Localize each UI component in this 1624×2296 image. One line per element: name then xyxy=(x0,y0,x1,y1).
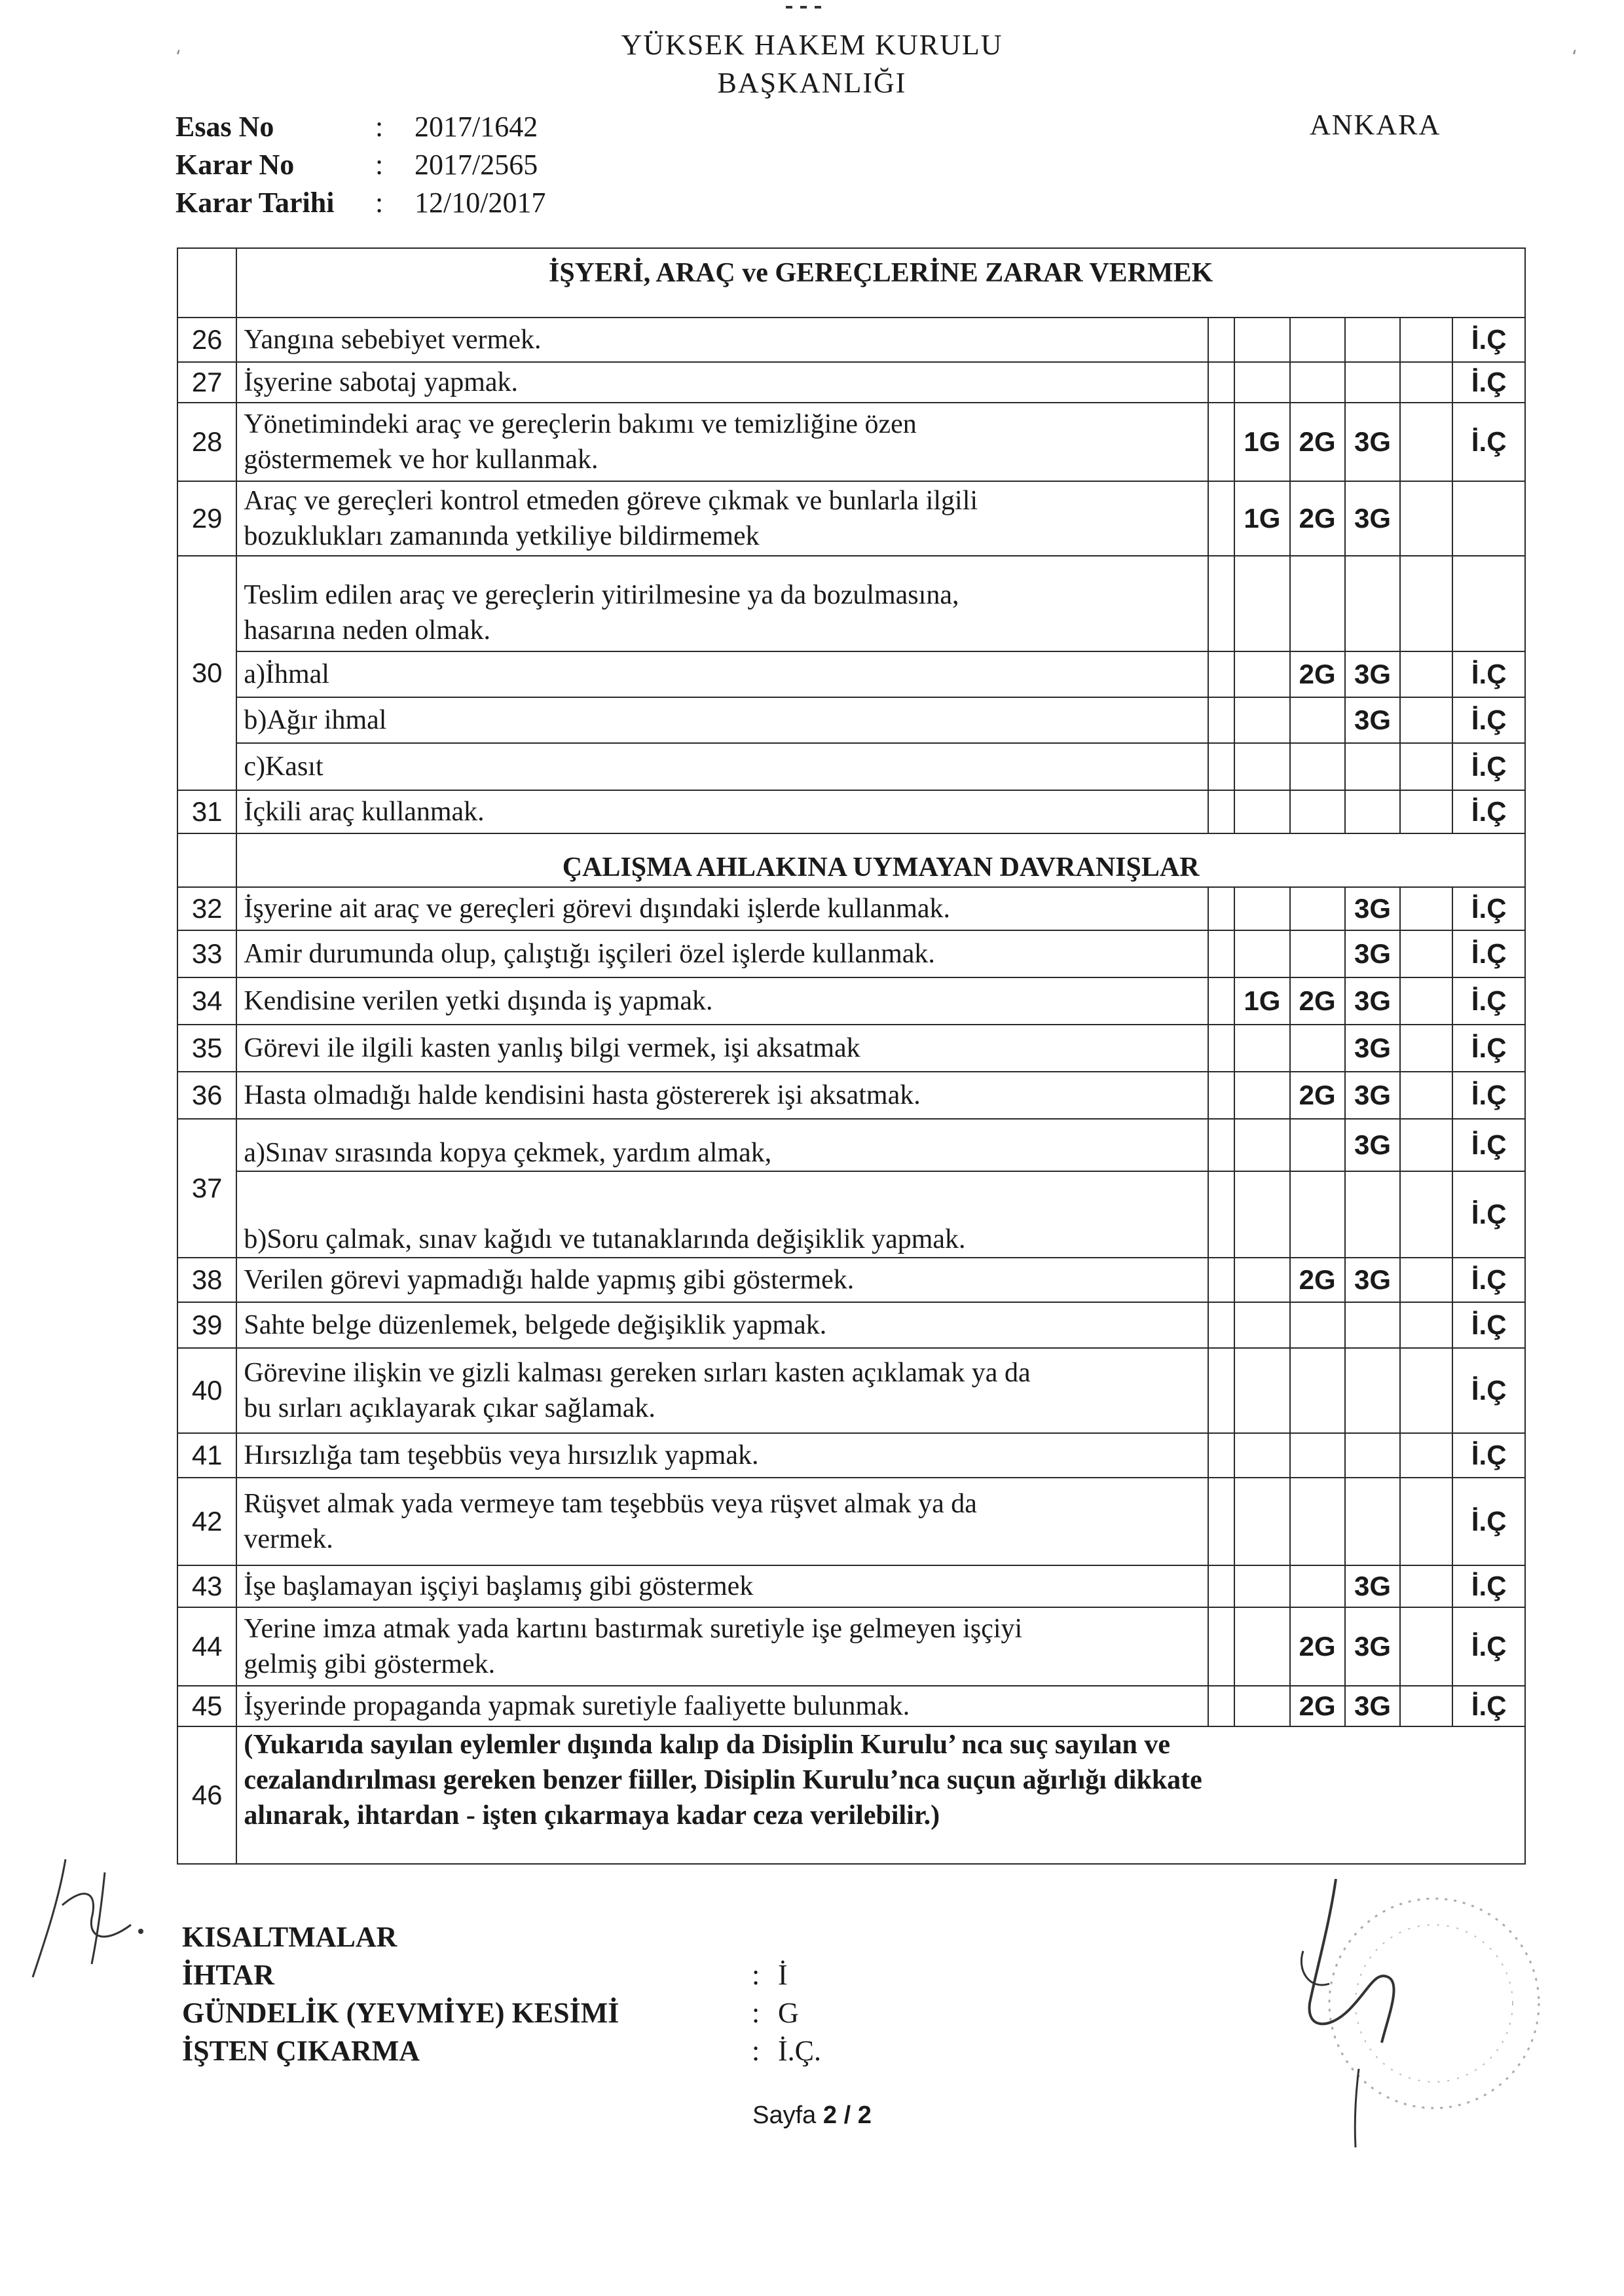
row-text: vermek. xyxy=(244,1524,333,1554)
table-row xyxy=(177,1433,1525,1478)
section-title: ÇALIŞMA AHLAKINA UYMAYAN DAVRANIŞLAR xyxy=(236,833,1525,887)
table-row xyxy=(177,790,1525,833)
penalty-ic: İ.Ç xyxy=(1452,362,1525,403)
row-text: Sahte belge düzenlemek, belgede değişiklik yapmak. xyxy=(236,1302,1208,1348)
meta-label: Karar No xyxy=(175,149,295,181)
abbr-value: İ xyxy=(778,1959,788,1991)
header-line-2: BAŞKANLIĞI xyxy=(717,67,907,99)
row-text: Rüşvet almak yada vermeye tam teşebbüs veya rüşvet almak ya da xyxy=(244,1489,977,1519)
table-row xyxy=(177,930,1525,977)
row-text: Araç ve gereçleri kontrol etmeden göreve çıkmak ve bunlarla ilgili xyxy=(244,486,978,516)
penalty-2g: 2G xyxy=(1290,1686,1345,1726)
table-row xyxy=(177,1726,1525,1864)
row-text: Amir durumunda olup, çalıştığı işçileri özel işlerde kullanmak. xyxy=(236,930,1208,977)
row-text: İşyerine ait araç ve gereçleri görevi dışındaki işlerde kullanmak. xyxy=(236,887,1208,930)
row-number: 41 xyxy=(177,1433,236,1478)
penalty-2g: 2G xyxy=(1290,1072,1345,1119)
row-text: gelmiş gibi göstermek. xyxy=(244,1649,496,1679)
penalty-2g: 2G xyxy=(1290,481,1345,556)
row-number: 44 xyxy=(177,1607,236,1686)
signature-and-stamp xyxy=(1277,1872,1552,2160)
row-number: 34 xyxy=(177,977,236,1025)
table-row xyxy=(177,1302,1525,1348)
penalty-1g: 1G xyxy=(1234,481,1289,556)
table-row xyxy=(177,318,1525,362)
penalty-ic: İ.Ç xyxy=(1452,1348,1525,1433)
row-number: 46 xyxy=(177,1726,236,1864)
penalty-3g: 3G xyxy=(1345,403,1400,481)
row-number: 33 xyxy=(177,930,236,977)
row-number: 35 xyxy=(177,1025,236,1072)
table-row xyxy=(177,1686,1525,1726)
row-number: 29 xyxy=(177,481,236,556)
page-total: 2 xyxy=(857,2102,872,2129)
table-row xyxy=(177,556,1525,651)
table-row xyxy=(177,403,1525,481)
row-text: İşe başlamayan işçiyi başlamış gibi göstermek xyxy=(236,1565,1208,1607)
page-number: Sayfa 2 / 2 xyxy=(752,2102,872,2129)
table-row xyxy=(177,1025,1525,1072)
row-text: a)İhmal xyxy=(236,651,1208,697)
penalty-3g: 3G xyxy=(1345,1119,1400,1171)
row-text: Kendisine verilen yetki dışında iş yapmak. xyxy=(236,977,1208,1025)
city-label: ANKARA xyxy=(1310,109,1441,141)
meta-label: Esas No xyxy=(175,111,274,143)
table-row xyxy=(177,651,1525,697)
table-row xyxy=(177,1171,1525,1258)
penalty-ic: İ.Ç xyxy=(1452,977,1525,1025)
penalty-ic: İ.Ç xyxy=(1452,651,1525,697)
scan-mark: ‘ xyxy=(175,46,181,67)
row-text: İçkili araç kullanmak. xyxy=(236,790,1208,833)
table-row xyxy=(177,1607,1525,1686)
handwritten-initials xyxy=(26,1846,151,1984)
table-row xyxy=(177,887,1525,930)
table-row xyxy=(177,481,1525,556)
row-text: Hasta olmadığı halde kendisini hasta göstererek işi aksatmak. xyxy=(236,1072,1208,1119)
row-text: Yangına sebebiyet vermek. xyxy=(236,318,1208,362)
penalty-ic: İ.Ç xyxy=(1452,743,1525,790)
table-row xyxy=(177,1072,1525,1119)
table-row xyxy=(177,977,1525,1025)
penalty-2g: 2G xyxy=(1290,1607,1345,1686)
abbr-label: GÜNDELİK (YEVMİYE) KESİMİ xyxy=(182,1997,619,2029)
scan-mark: ‘ xyxy=(1572,46,1578,67)
penalty-ic: İ.Ç xyxy=(1452,1478,1525,1565)
row-number: 32 xyxy=(177,887,236,930)
abbr-label: İŞTEN ÇIKARMA xyxy=(182,2035,420,2067)
penalty-ic: İ.Ç xyxy=(1452,930,1525,977)
meta-value: 2017/1642 xyxy=(415,111,538,143)
row-number: 43 xyxy=(177,1565,236,1607)
penalty-ic: İ.Ç xyxy=(1452,1686,1525,1726)
penalty-ic: İ.Ç xyxy=(1452,1119,1525,1171)
row-number: 30 xyxy=(177,556,236,790)
penalty-ic: İ.Ç xyxy=(1452,1565,1525,1607)
row-text: (Yukarıda sayılan eylemler dışında kalıp da Disiplin Kurulu’ nca suç sayılan ve xyxy=(244,1730,1171,1760)
meta-label: Karar Tarihi xyxy=(175,187,335,219)
row-number: 38 xyxy=(177,1258,236,1302)
abbr-value: G xyxy=(778,1997,799,2029)
penalty-3g: 3G xyxy=(1345,1565,1400,1607)
row-text: Hırsızlığa tam teşebbüs veya hırsızlık yapmak. xyxy=(236,1433,1208,1478)
penalty-ic: İ.Ç xyxy=(1452,1072,1525,1119)
row-number: 26 xyxy=(177,318,236,362)
row-text: göstermemek ve hor kullanmak. xyxy=(244,445,599,475)
penalty-3g: 3G xyxy=(1345,1607,1400,1686)
abbreviations-title: KISALTMALAR xyxy=(182,1921,397,1953)
penalty-ic: İ.Ç xyxy=(1452,790,1525,833)
row-number: 42 xyxy=(177,1478,236,1565)
row-text: b)Ağır ihmal xyxy=(236,697,1208,743)
table-row xyxy=(177,697,1525,743)
table-row xyxy=(177,1258,1525,1302)
row-text: hasarına neden olmak. xyxy=(244,615,491,646)
penalty-ic: İ.Ç xyxy=(1452,403,1525,481)
abbr-label: İHTAR xyxy=(182,1959,274,1991)
row-text: Yönetimindeki araç ve gereçlerin bakımı ve temizliğine özen xyxy=(244,409,917,439)
row-text: b)Soru çalmak, sınav kağıdı ve tutanaklarında değişiklik yapmak. xyxy=(236,1171,1208,1258)
table-row xyxy=(177,1119,1525,1171)
penalty-2g: 2G xyxy=(1290,977,1345,1025)
row-text: İşyerinde propaganda yapmak suretiyle faaliyette bulunmak. xyxy=(236,1686,1208,1726)
penalty-3g: 3G xyxy=(1345,1258,1400,1302)
penalty-3g: 3G xyxy=(1345,930,1400,977)
row-text: bozuklukları zamanında yetkiliye bildirmemek xyxy=(244,521,760,551)
meta-value: 12/10/2017 xyxy=(415,187,546,219)
section-title: İŞYERİ, ARAÇ ve GEREÇLERİNE ZARAR VERMEK xyxy=(236,248,1525,318)
header-line-1: YÜKSEK HAKEM KURULU xyxy=(621,29,1003,61)
row-number: 45 xyxy=(177,1686,236,1726)
row-number: 39 xyxy=(177,1302,236,1348)
row-text: bu sırları açıklayarak çıkar sağlamak. xyxy=(244,1393,655,1423)
penalty-ic: İ.Ç xyxy=(1452,1258,1525,1302)
penalty-2g: 2G xyxy=(1290,651,1345,697)
penalty-3g: 3G xyxy=(1345,977,1400,1025)
row-text: Görevine ilişkin ve gizli kalması gereken sırları kasten açıklamak ya da xyxy=(244,1358,1031,1388)
case-meta: Esas No : 2017/1642 Karar No : 2017/2565 Karar Tarihi : 12/10/2017 xyxy=(175,108,545,222)
table-row xyxy=(177,1478,1525,1565)
penalty-3g: 3G xyxy=(1345,481,1400,556)
penalty-1g: 1G xyxy=(1234,977,1289,1025)
penalty-1g: 1G xyxy=(1234,403,1289,481)
row-text: Yerine imza atmak yada kartını bastırmak suretiyle işe gelmeyen işçiyi xyxy=(244,1614,1023,1644)
meta-value: 2017/2565 xyxy=(415,149,538,181)
penalty-3g: 3G xyxy=(1345,1072,1400,1119)
row-text: alınarak, ihtardan - işten çıkarmaya kadar ceza verilebilir.) xyxy=(244,1800,940,1831)
row-number: 40 xyxy=(177,1348,236,1433)
row-number: 28 xyxy=(177,403,236,481)
penalty-ic: İ.Ç xyxy=(1452,1302,1525,1348)
abbreviations: KISALTMALAR İHTAR : İ GÜNDELİK (YEVMİYE) KESİMİ : G İŞTEN ÇIKARMA : İ.Ç. xyxy=(182,1918,821,2070)
row-number: 36 xyxy=(177,1072,236,1119)
row-text: a)Sınav sırasında kopya çekmek, yardım almak, xyxy=(236,1119,1208,1171)
penalty-3g: 3G xyxy=(1345,887,1400,930)
row-number: 37 xyxy=(177,1119,236,1258)
row-text: İşyerine sabotaj yapmak. xyxy=(236,362,1208,403)
row-number: 31 xyxy=(177,790,236,833)
table-row xyxy=(177,1565,1525,1607)
row-text: cezalandırılması gereken benzer fiiller, Disiplin Kurulu’nca suçun ağırlığı dikkate xyxy=(244,1765,1202,1795)
penalty-ic: İ.Ç xyxy=(1452,318,1525,362)
penalty-ic: İ.Ç xyxy=(1452,1433,1525,1478)
section-header-row xyxy=(177,248,1525,318)
abbr-value: İ.Ç. xyxy=(778,2035,821,2067)
header-top-fragment xyxy=(786,0,838,9)
penalty-ic: İ.Ç xyxy=(1452,1025,1525,1072)
table-row xyxy=(177,743,1525,790)
penalty-2g: 2G xyxy=(1290,403,1345,481)
row-number: 27 xyxy=(177,362,236,403)
penalty-table xyxy=(177,247,1526,1865)
penalty-ic: İ.Ç xyxy=(1452,697,1525,743)
penalty-3g: 3G xyxy=(1345,697,1400,743)
row-text: Teslim edilen araç ve gereçlerin yitirilmesine ya da bozulmasına, xyxy=(244,580,959,610)
row-text: Verilen görevi yapmadığı halde yapmış gibi göstermek. xyxy=(236,1258,1208,1302)
penalty-2g: 2G xyxy=(1290,1258,1345,1302)
penalty-ic: İ.Ç xyxy=(1452,1171,1525,1258)
row-text: c)Kasıt xyxy=(236,743,1208,790)
table-row xyxy=(177,362,1525,403)
penalty-3g: 3G xyxy=(1345,1686,1400,1726)
document-header xyxy=(0,26,1624,102)
row-text: Görevi ile ilgili kasten yanlış bilgi vermek, işi aksatmak xyxy=(236,1025,1208,1072)
section-header-row xyxy=(177,833,1525,887)
penalty-ic: İ.Ç xyxy=(1452,887,1525,930)
penalty-3g: 3G xyxy=(1345,1025,1400,1072)
penalty-ic: İ.Ç xyxy=(1452,1607,1525,1686)
table-row xyxy=(177,1348,1525,1433)
penalty-3g: 3G xyxy=(1345,651,1400,697)
page-current: 2 xyxy=(822,2102,838,2129)
